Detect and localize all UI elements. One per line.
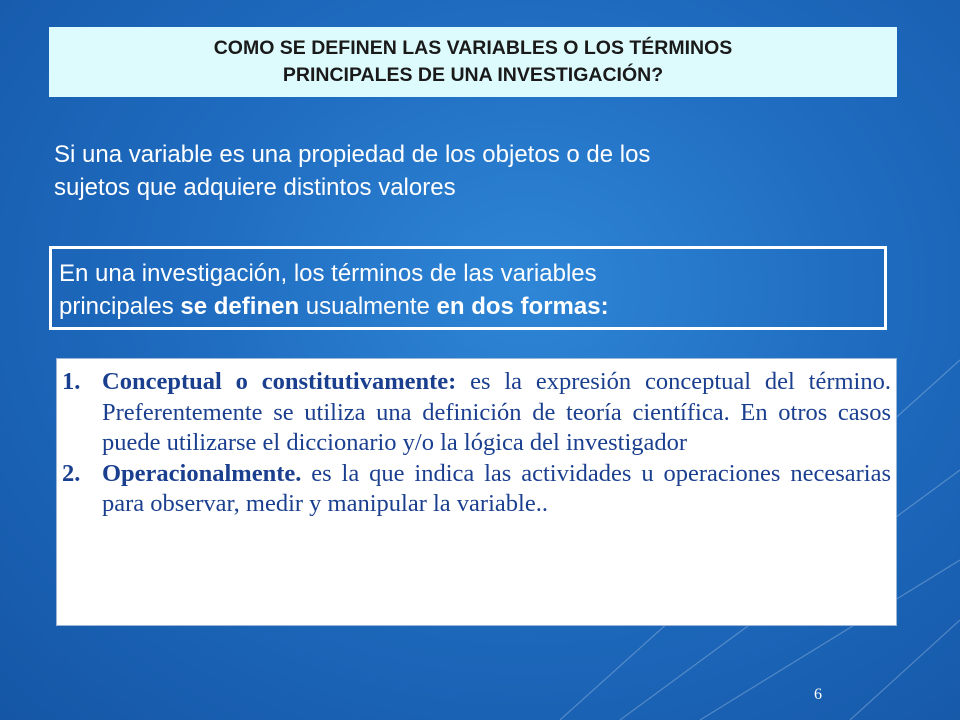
definition-middle: usualmente [299, 293, 437, 320]
list-item-conceptual [62, 367, 891, 459]
definition-box [49, 246, 887, 330]
intro-text [54, 138, 874, 204]
definition-prefix: principales [59, 293, 181, 320]
definition-forms-list [56, 358, 897, 626]
intro-line-2: sujetos que adquiere distintos valores [54, 174, 456, 201]
list-item-label: Conceptual o constitutivamente: [102, 368, 457, 395]
slide-title-line-2: PRINCIPALES DE UNA INVESTIGACIÓN? [282, 64, 664, 86]
definition-line-1: En una investigación, los términos de las variables [59, 260, 597, 287]
definition-emphasis-2: en dos formas: [436, 293, 609, 320]
definition-emphasis-1: se definen [180, 293, 300, 320]
list-item-label: Operacionalmente. [102, 459, 302, 487]
definition-line-2 [59, 290, 884, 323]
list-item-operational [62, 459, 891, 520]
intro-line-1: Si una variable es una propiedad de los objetos o de los [54, 141, 651, 168]
page-number: 6 [814, 686, 822, 703]
list-item-number: 2. [62, 459, 81, 487]
list-item-text [102, 367, 891, 459]
slide-title-line-1: COMO SE DEFINEN LAS VARIABLES O LOS TÉRMINOS [213, 37, 733, 59]
slide-title-box [49, 27, 897, 97]
list-item-text [102, 459, 891, 520]
list-item-description: es la expresión conceptual del término. Preferentemente se utiliza una definición de teoría científica. En otros casos puede utilizarse el diccionario y/o la lógica del investigador [102, 368, 891, 456]
list-item-description: es la que indica las actividades u operaciones necesarias para observar, medir y manipular la variable.. [102, 459, 891, 517]
list-item-number: 1. [62, 368, 81, 395]
